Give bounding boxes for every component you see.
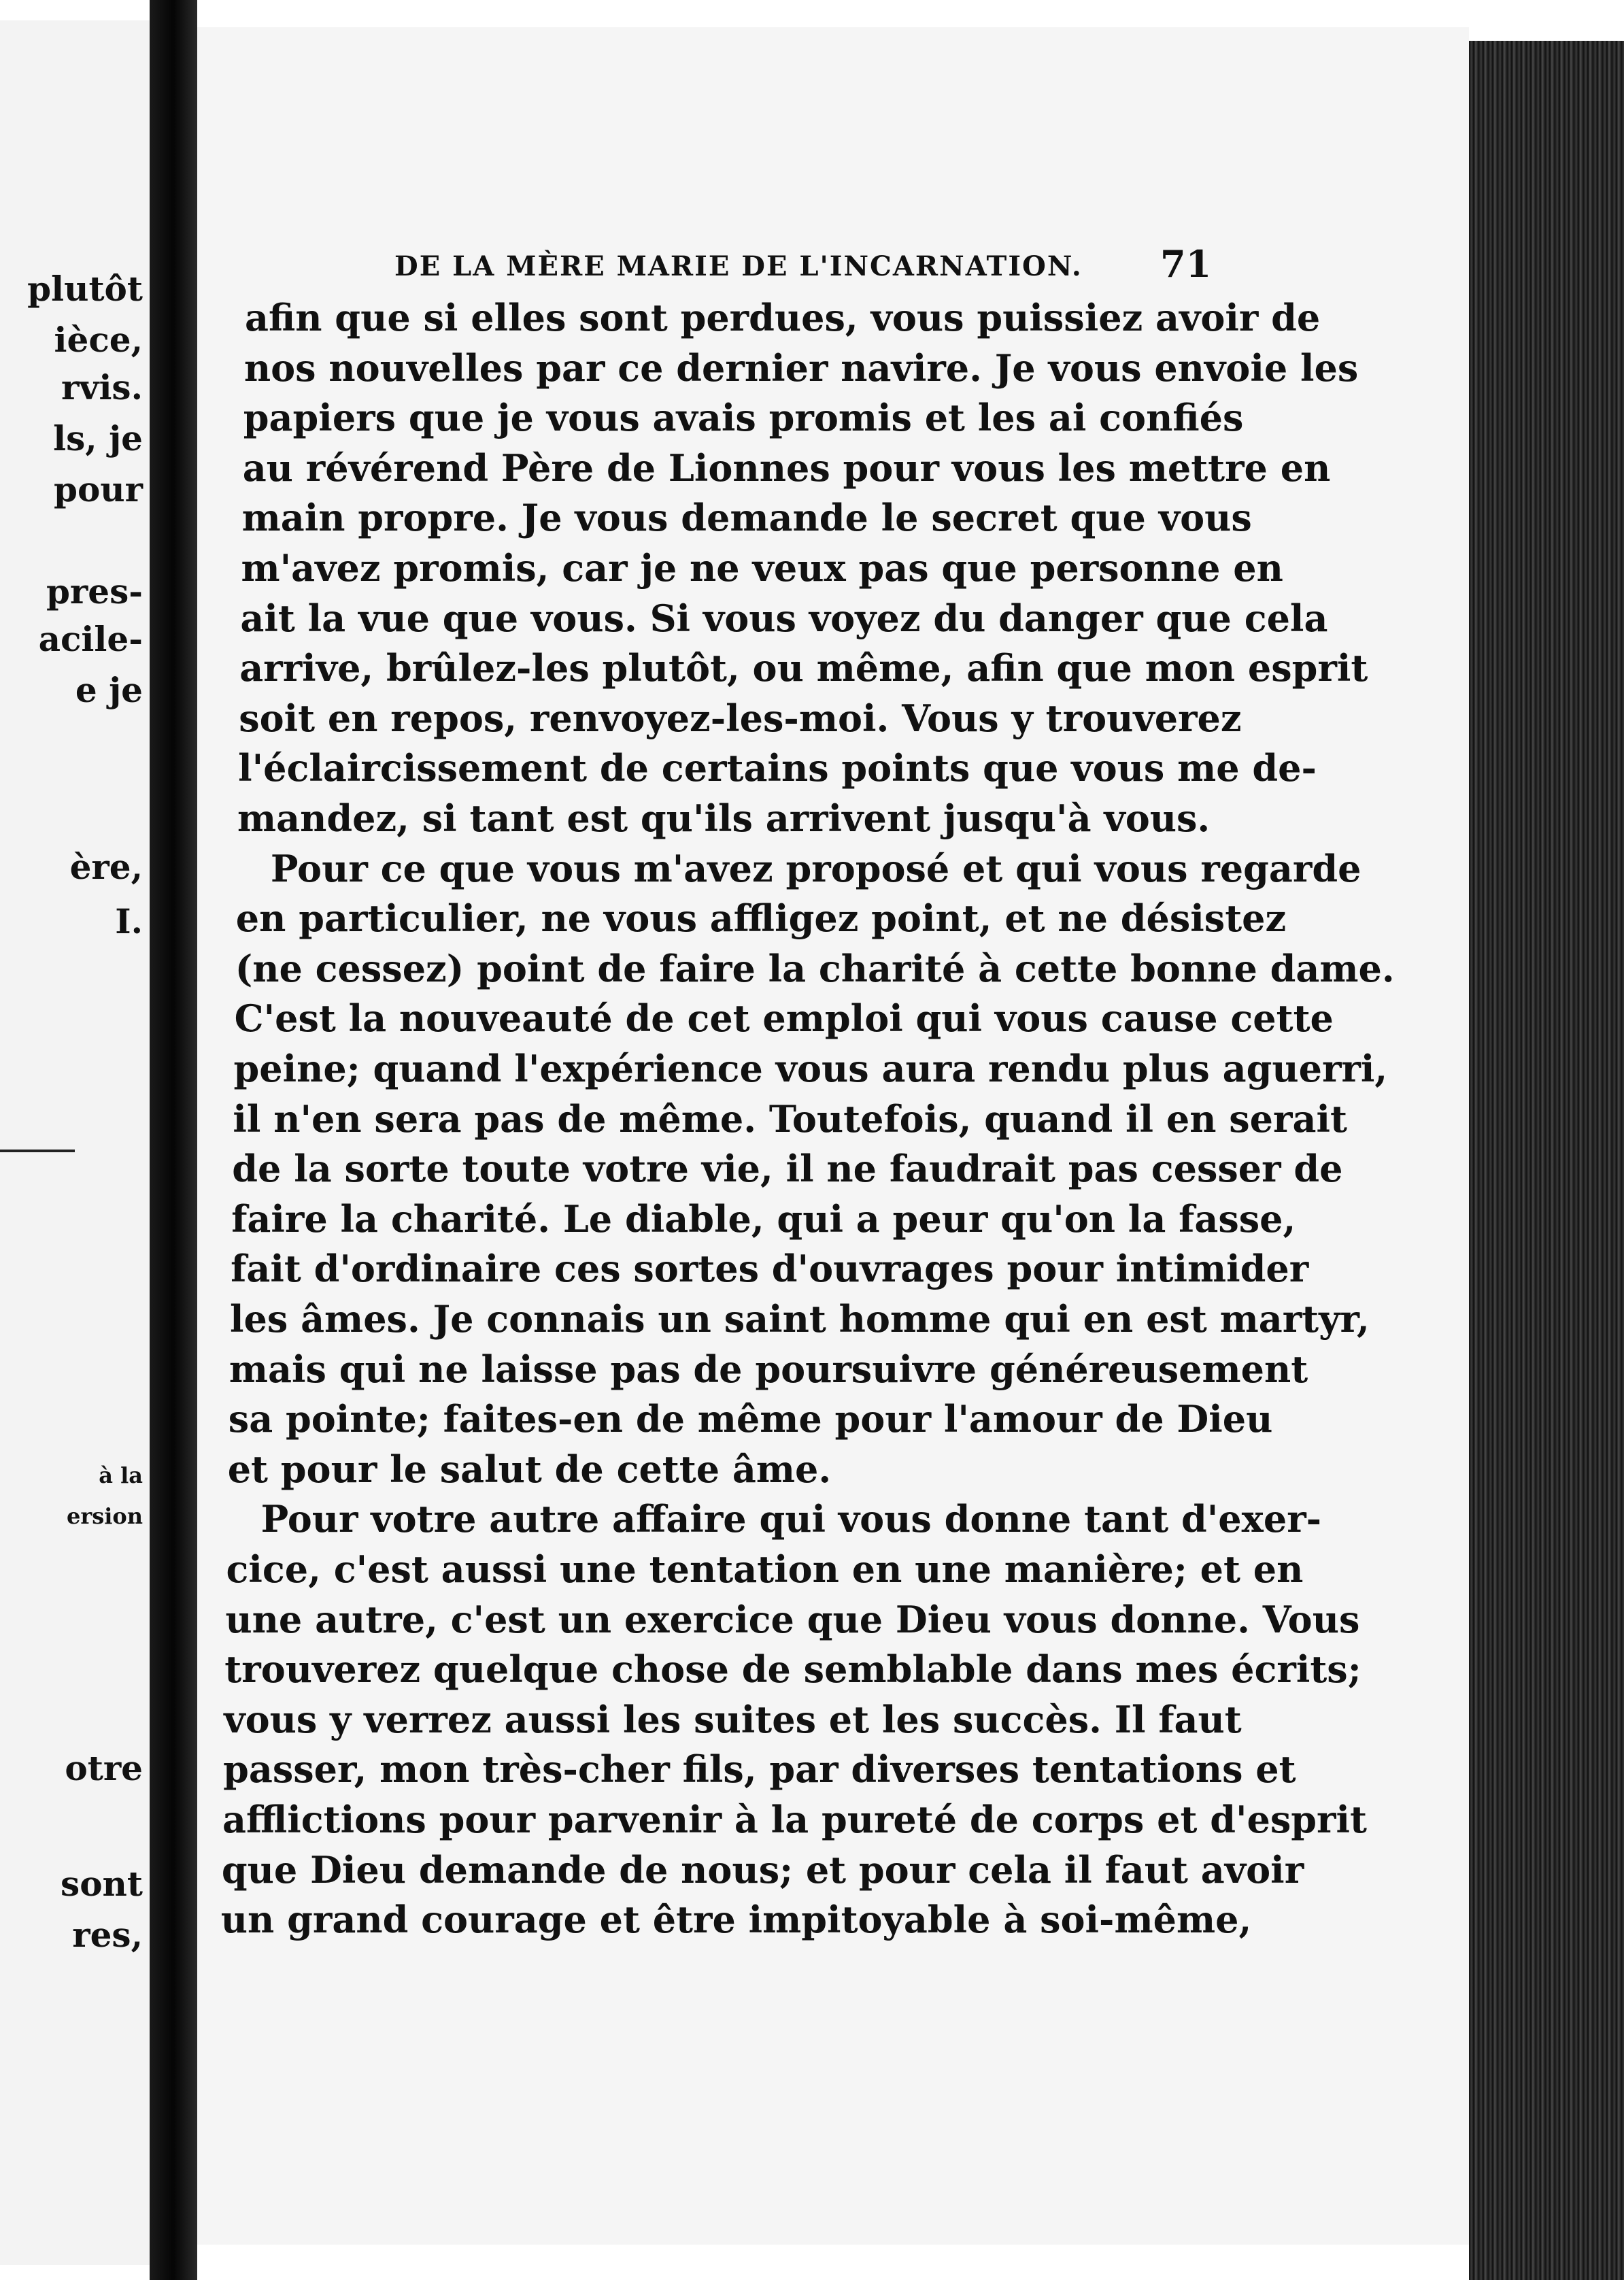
left-page-text: à la [99,1462,143,1488]
left-page-text: sont [61,1864,143,1904]
text-line: les âmes. Je connais un saint homme qui en est martyr, [230,1297,1370,1341]
left-page-text: otre [65,1748,143,1788]
left-page-text: pres- [46,571,143,611]
text-line: mandez, si tant est qu'ils arrivent jusqu'à vous. [237,797,1211,840]
left-page-text: ièce, [54,320,143,360]
running-head: DE LA MÈRE MARIE DE L'INCARNATION. [394,250,1083,282]
text-line: sa pointe; faites-en de même pour l'amour de Dieu [228,1397,1273,1441]
text-line: Pour votre autre affaire qui vous donne tant d'exer- [260,1497,1322,1541]
left-page-text: rvis. [61,367,143,407]
text-line: un grand courage et être impitoyable à soi-même, [220,1898,1252,1942]
book-gutter [150,0,197,2280]
left-page-fragment [0,20,150,2265]
text-line: arrive, brûlez-les plutôt, ou même, afin que mon esprit [239,646,1368,690]
text-line: C'est la nouveauté de cet emploi qui vous cause cette [234,996,1334,1041]
text-line: papiers que je vous avais promis et les ai confiés [243,396,1244,440]
text-line: main propre. Je vous demande le secret que vous [241,496,1252,540]
left-page-text: ère, [69,847,143,887]
left-page-text: acile- [38,619,143,659]
page-edges [1469,41,1624,2280]
text-line: passer, mon très-cher fils, par diverses tentations et [223,1747,1296,1792]
text-line: soit en repos, renvoyez-les-moi. Vous y trouverez [239,696,1242,740]
left-page-text: plutôt [27,269,143,309]
text-line: m'avez promis, car je ne veux pas que personne en [241,546,1283,590]
text-line: au révérend Père de Lionnes pour vous les mettre en [242,446,1331,490]
text-line: afin que si elles sont perdues, vous puissiez avoir de [245,296,1321,339]
text-line: Pour ce que vous m'avez proposé et qui vous regarde [270,846,1361,890]
text-line: nos nouvelles par ce dernier navire. Je vous envoie les [243,346,1359,390]
text-line: peine; quand l'expérience vous aura rendu plus aguerri, [233,1047,1388,1090]
left-page-rule [0,1150,75,1152]
text-line: trouverez quelque chose de semblable dans mes écrits; [224,1647,1361,1692]
text-line: afflictions pour parvenir à la pureté de corps et d'esprit [222,1798,1367,1841]
text-line: une autre, c'est un exercice que Dieu vous donne. Vous [225,1597,1360,1641]
text-line: l'éclaircissement de certains points que vous me de- [238,746,1317,790]
left-page-text: res, [72,1915,143,1955]
text-line: en particulier, ne vous affligez point, et ne désistez [235,896,1287,941]
text-line: fait d'ordinaire ces sortes d'ouvrages pour intimider [231,1247,1309,1291]
left-page-text: ersion [67,1503,143,1529]
text-line: vous y verrez aussi les suites et les succès. Il faut [224,1697,1242,1741]
text-line: ait la vue que vous. Si vous voyez du danger que cela [240,596,1328,640]
left-page-text: ls, je [53,418,143,458]
left-page-text: I. [115,901,143,941]
page-number: 71 [1160,242,1212,286]
text-line: cice, c'est aussi une tentation en une manière; et en [226,1547,1304,1591]
text-line: faire la charité. Le diable, qui a peur qu'on la fasse, [231,1196,1296,1241]
text-line: que Dieu demande de nous; et pour cela il faut avoir [221,1847,1304,1892]
text-line: mais qui ne laisse pas de poursuivre généreusement [229,1347,1308,1391]
left-page-text: e je [75,670,143,710]
left-page-text: pour [53,469,143,509]
text-line: de la sorte toute votre vie, il ne faudrait pas cesser de [232,1147,1343,1191]
text-line: (ne cessez) point de faire la charité à cette bonne dame. [235,946,1395,990]
text-line: et pour le salut de cette âme. [227,1447,832,1491]
text-line: il n'en sera pas de même. Toutefois, quand il en serait [233,1096,1347,1141]
